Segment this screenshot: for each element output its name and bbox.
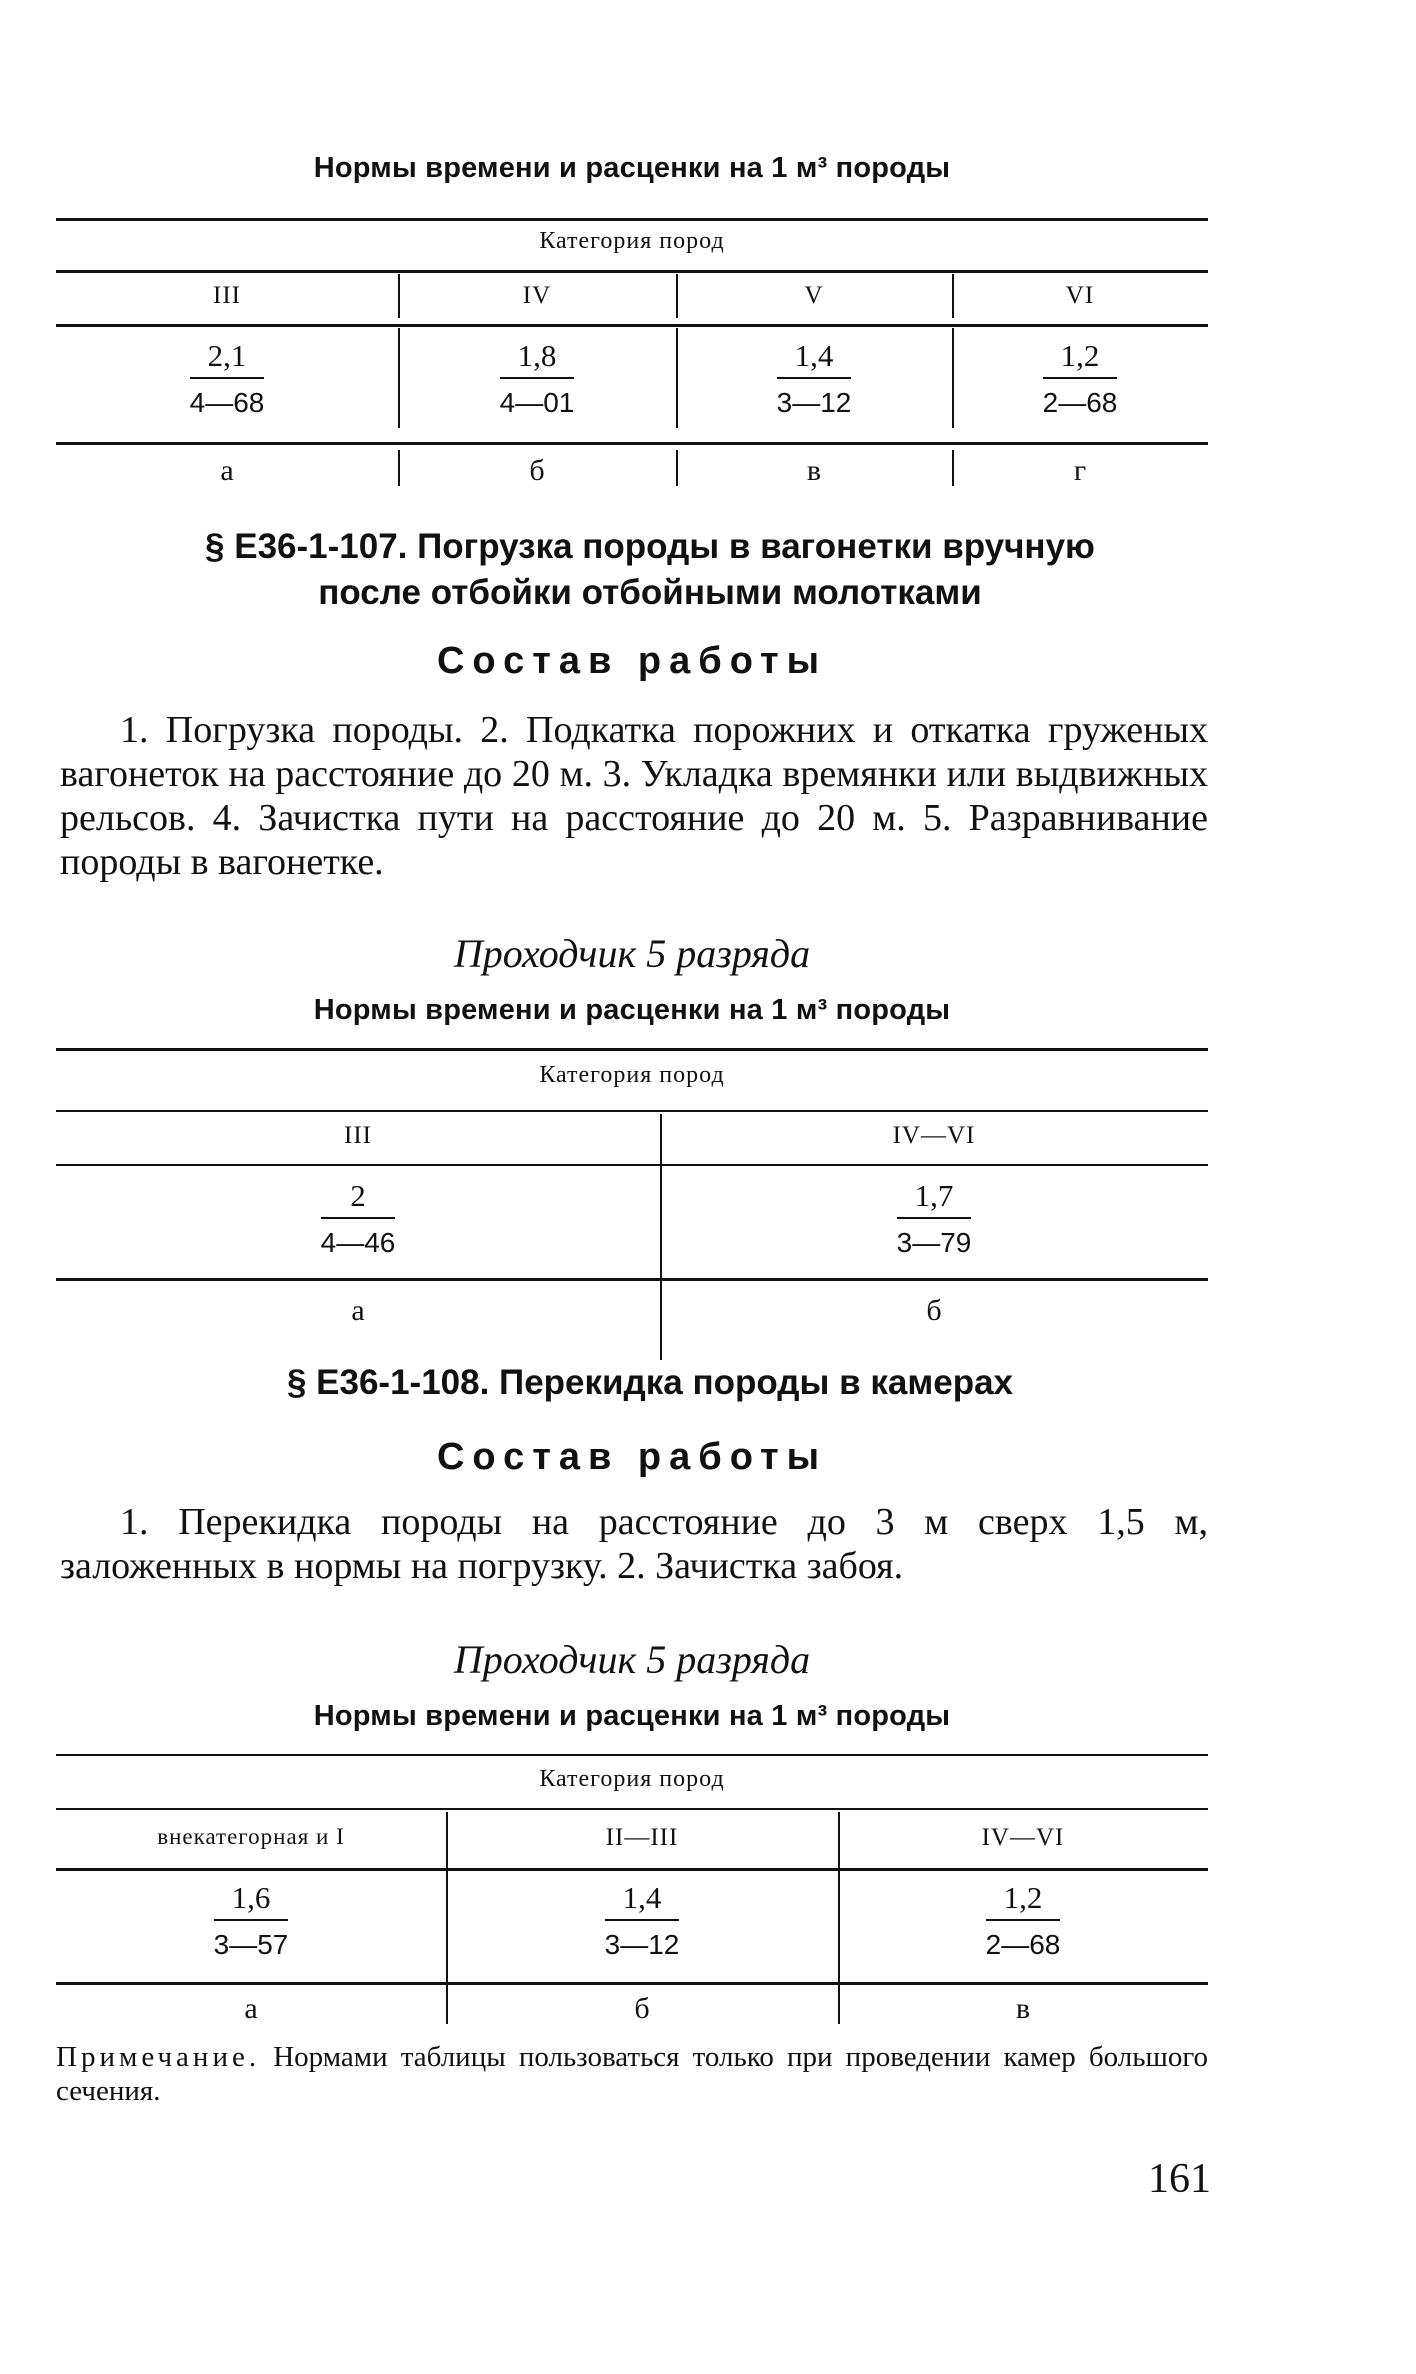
note-text: Нормами таблицы пользоваться только при проведении камер большого сечения. — [56, 2041, 1208, 2107]
table3-header: Категория пород — [539, 1766, 725, 1792]
norm-time: 1,6 — [214, 1882, 289, 1921]
table2-value-b — [660, 1180, 1208, 1257]
table2-col-1: III — [344, 1122, 372, 1149]
rate: 4—68 — [189, 387, 265, 418]
section-108-worker: Проходчик 5 разряда — [453, 1637, 811, 1682]
table3-col-2: II—III — [605, 1824, 679, 1851]
section-107-worker: Проходчик 5 разряда — [453, 931, 811, 976]
section-107-composition-text: 1. Погрузка породы. 2. Подкатка порожних и откатка груженых вагонеток на расстояние до 20 м. 3. Укладка времянки или выдвижных рельсов. 4. Зачистка пути на расстояние до 20 м. 5. Разравнивание породы в вагонетке. — [60, 709, 1208, 883]
norm-time: 1,7 — [897, 1180, 972, 1219]
section-107-title-line1: § Е36-1-107. Погрузка породы в вагонетки вручную — [205, 527, 1095, 566]
rate: 3—79 — [896, 1227, 972, 1258]
norm-time: 1,4 — [777, 340, 852, 379]
table1-value-b — [398, 340, 676, 417]
table2-col-2: IV—VI — [892, 1122, 976, 1149]
norm-time: 1,2 — [986, 1882, 1061, 1921]
table2-header-rule — [56, 1110, 1208, 1112]
table2-bottom-rule — [56, 1278, 1208, 1281]
table1-header-rule — [56, 270, 1208, 273]
table1-value-d — [952, 340, 1208, 417]
norm-time: 1,4 — [605, 1882, 680, 1921]
table1-letter-a: а — [220, 454, 234, 487]
table2-caption: Нормы времени и расценки на 1 м³ породы — [313, 994, 951, 1026]
table1-cols-rule — [56, 324, 1208, 327]
rate: 2—68 — [985, 1929, 1061, 1960]
section-107-title — [100, 524, 1200, 616]
table1 — [56, 210, 1208, 500]
table3-cols-rule — [56, 1868, 1208, 1871]
note-label: Примечание. — [56, 2041, 261, 2073]
table1-caption: Нормы времени и расценки на 1 м³ породы — [313, 152, 951, 184]
table1-col-2: IV — [522, 282, 552, 309]
table1-value-a — [56, 340, 398, 417]
rate: 2—68 — [1042, 387, 1118, 418]
table1-bottom-rule — [56, 442, 1208, 445]
table2-letter-a: а — [351, 1294, 365, 1327]
section-108-title: § Е36-1-108. Перекидка породы в камерах — [286, 1363, 1014, 1402]
table1-letter-b: б — [529, 454, 545, 487]
table2-letter-b: б — [926, 1294, 942, 1327]
rate: 3—12 — [604, 1929, 680, 1960]
page-number: 161 — [1148, 2156, 1211, 2202]
norm-time: 2 — [321, 1180, 396, 1219]
table3-caption: Нормы времени и расценки на 1 м³ породы — [313, 1700, 951, 1732]
table3 — [56, 1748, 1208, 2038]
norm-time: 1,8 — [500, 340, 575, 379]
table3-header-rule — [56, 1808, 1208, 1810]
table3-letter-a: а — [244, 1992, 258, 2025]
table2-cols-rule — [56, 1164, 1208, 1166]
table1-header: Категория пород — [539, 228, 725, 254]
section-107-composition-heading: Состав работы — [436, 640, 828, 682]
rate: 3—12 — [776, 387, 852, 418]
rate: 4—01 — [499, 387, 575, 418]
table3-col-3: IV—VI — [981, 1824, 1065, 1851]
table1-value-c — [676, 340, 952, 417]
table3-value-a — [56, 1882, 446, 1959]
table1-top-rule — [56, 218, 1208, 221]
table3-top-rule — [56, 1754, 1208, 1756]
table2-header: Категория пород — [539, 1062, 725, 1088]
table1-col-4: VI — [1065, 282, 1095, 309]
norm-time: 1,2 — [1043, 340, 1118, 379]
table1-col-1: III — [213, 282, 241, 309]
table2 — [56, 1040, 1208, 1340]
table3-value-b — [446, 1882, 838, 1959]
table3-bottom-rule — [56, 1982, 1208, 1985]
section-107-title-line2: после отбойки отбойными молотками — [318, 573, 982, 612]
table1-letter-d: г — [1073, 454, 1087, 487]
rate: 3—57 — [213, 1929, 289, 1960]
table1-letter-c: в — [806, 454, 822, 487]
table3-note — [56, 2040, 1208, 2108]
table2-value-a — [56, 1180, 660, 1257]
table3-value-c — [838, 1882, 1208, 1959]
rate: 4—46 — [320, 1227, 396, 1258]
norm-time: 2,1 — [190, 340, 265, 379]
table1-col-3: V — [804, 282, 824, 309]
table3-letter-c: в — [1015, 1992, 1031, 2025]
section-108-composition-text: 1. Перекидка породы на расстояние до 3 м сверх 1,5 м, заложенных в нормы на погрузку. 2. Зачистка забоя. — [60, 1501, 1208, 1587]
table2-top-rule — [56, 1048, 1208, 1051]
table3-letter-b: б — [634, 1992, 650, 2025]
section-108-composition-heading: Состав работы — [436, 1436, 828, 1478]
table3-col-1: внекатегорная и I — [157, 1824, 345, 1849]
